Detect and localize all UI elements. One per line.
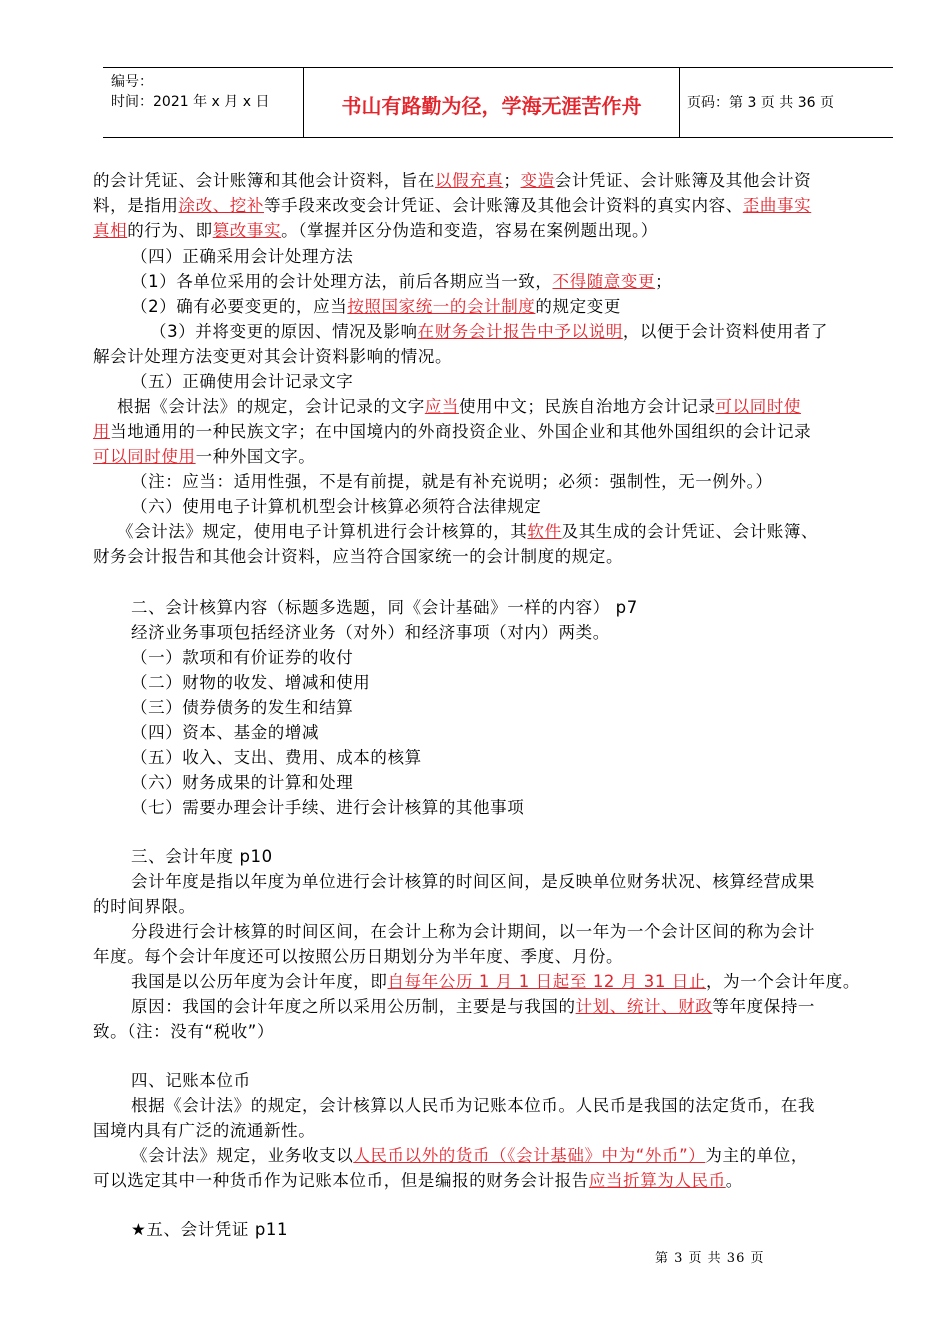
- text-line: [150, 320, 828, 344]
- text-line: [93, 420, 811, 444]
- text-line: [131, 245, 353, 269]
- body-text: 一种外国文字。: [195, 447, 316, 466]
- emphasis-text: 以假充真: [435, 171, 504, 190]
- body-text: 的规定变更: [535, 297, 621, 316]
- emphasis-text: 篡改事实: [212, 221, 282, 240]
- body-text: ；: [503, 171, 521, 190]
- body-text: 的会计凭证、会计账簿和其他会计资料，旨在: [93, 171, 435, 190]
- body-text: 《会计法》规定，使用电子计算机进行会计核算的，其: [117, 522, 528, 541]
- text-line: [131, 970, 860, 994]
- body-text: 财务会计报告和其他会计资料，应当符合国家统一的会计制度的规定。: [93, 547, 624, 566]
- header-motto: 书山有路勤为径，学海无涯苦作舟: [341, 94, 642, 118]
- emphasis-text: 用: [93, 422, 111, 441]
- body-text: 经济业务事项包括经济业务（对外）和经济事项（对内）两类。: [131, 623, 610, 642]
- body-text: （四）资本、基金的增减: [131, 723, 320, 742]
- number-label: 编号：: [111, 74, 153, 90]
- text-line: [131, 495, 541, 519]
- body-text: 国境内具有广泛的流通新性。: [93, 1121, 316, 1140]
- text-line: [131, 845, 273, 869]
- body-text: （三）债券债务的发生和结算: [131, 698, 354, 717]
- body-text: 的时间界限。: [93, 897, 196, 916]
- text-line: [131, 596, 638, 620]
- text-line: [131, 1144, 808, 1168]
- text-line: [131, 746, 422, 770]
- text-line: [131, 870, 815, 894]
- emphasis-text: 可以同时使: [715, 397, 802, 416]
- text-line: [93, 169, 811, 193]
- body-text: （四）正确采用会计处理方法: [131, 247, 354, 266]
- text-line: [131, 270, 672, 294]
- body-text: 致。（注：没有“税收”）: [93, 1022, 275, 1041]
- body-text: 三、会计年度 p10: [131, 847, 273, 866]
- emphasis-text: 软件: [527, 522, 562, 541]
- body-text: 料，是指用: [93, 196, 179, 215]
- body-text: （七）需要办理会计手续、进行会计核算的其他事项: [131, 798, 525, 817]
- body-text: ；: [655, 272, 673, 291]
- body-text: （1）各单位采用的会计处理方法，前后各期应当一致，: [131, 272, 553, 291]
- text-line: [131, 995, 815, 1019]
- body-text: ，为一个会计年度。: [706, 972, 860, 991]
- body-text: 年度。每个会计年度还可以按照公历日期划分为半年度、季度、月份。: [93, 947, 624, 966]
- time-label: 时间：2021 年 x 月 x 日: [111, 94, 270, 110]
- body-text: 《会计法》规定，业务收支以: [131, 1146, 354, 1165]
- body-text: 会计凭证、会计账簿及其他会计资: [554, 171, 812, 190]
- emphasis-text: 变造: [520, 171, 555, 190]
- emphasis-text: 可以同时使用: [93, 447, 196, 466]
- body-text: 我国是以公历年度为会计年度，即: [131, 972, 388, 991]
- text-line: [131, 1094, 815, 1118]
- emphasis-text: 真相: [93, 221, 128, 240]
- text-line: [131, 920, 815, 944]
- body-text: 使用中文；民族自治地方会计记录: [459, 397, 716, 416]
- body-text: （六）财务成果的计算和处理: [131, 773, 354, 792]
- emphasis-text: 计划、统计、财政: [575, 997, 713, 1016]
- body-text: （五）收入、支出、费用、成本的核算: [131, 748, 422, 767]
- emphasis-text: 歪曲事实: [742, 196, 812, 215]
- body-text: 根据《会计法》的规定，会计核算以人民币为记账本位币。人民币是我国的法定货币，在我: [131, 1096, 815, 1115]
- body-text: 原因：我国的会计年度之所以采用公历制，主要是与我国的: [131, 997, 576, 1016]
- body-text: ★五、会计凭证 p11: [131, 1220, 289, 1239]
- text-line: [131, 646, 353, 670]
- body-text: （3）并将变更的原因、情况及影响: [150, 322, 418, 341]
- emphasis-text: 应当: [424, 397, 460, 416]
- text-line: [131, 796, 524, 820]
- body-text: 等手段来改变会计凭证、会计账簿及其他会计资料的真实内容、: [264, 196, 743, 215]
- header-meta: [111, 72, 269, 112]
- text-line: [131, 295, 621, 319]
- page-footer: 第 3 页 共 36 页: [655, 1251, 765, 1266]
- body-text: 为主的单位，: [705, 1146, 808, 1165]
- text-line: [131, 1218, 288, 1242]
- text-line: [131, 721, 319, 745]
- text-line: [93, 895, 196, 919]
- text-line: [131, 470, 773, 494]
- body-text: （2）确有必要变更的，应当: [131, 297, 348, 316]
- text-line: [131, 771, 353, 795]
- text-line: [93, 1119, 315, 1143]
- body-text: 及其生成的会计凭证、会计账簿、: [561, 522, 819, 541]
- text-line: [131, 696, 353, 720]
- body-text: （二）财物的收发、增减和使用: [131, 673, 371, 692]
- text-line: [117, 395, 801, 419]
- text-line: [131, 370, 353, 394]
- body-text: 可以选定其中一种货币作为记账本位币，但是编报的财务会计报告: [93, 1171, 589, 1190]
- body-text: 分段进行会计核算的时间区间，在会计上称为会计期间，以一年为一个会计区间的称为会计: [131, 922, 815, 941]
- header-divider: [679, 68, 680, 137]
- text-line: [93, 1169, 743, 1193]
- text-line: [131, 621, 610, 645]
- body-text: 。（掌握并区分伪造和变造，容易在案例题出现。）: [281, 221, 658, 240]
- text-line: [93, 219, 658, 243]
- text-line: [93, 445, 315, 469]
- text-line: [93, 345, 452, 369]
- body-text: 。: [725, 1171, 743, 1190]
- emphasis-text: 应当折算为人民币: [588, 1171, 726, 1190]
- text-line: [131, 1069, 251, 1093]
- body-text: 解会计处理方法变更对其会计资料影响的情况。: [93, 347, 453, 366]
- emphasis-text: 按照国家统一的会计制度: [347, 297, 536, 316]
- body-text: ，以便于会计资料使用者了: [622, 322, 829, 341]
- body-text: 的行为、即: [127, 221, 213, 240]
- header-page-info: 页码：第 3 页 共 36 页: [687, 95, 834, 111]
- header-table: [103, 67, 893, 138]
- emphasis-text: 自每年公历 1 月 1 日起至 12 月 31 日止: [387, 972, 707, 991]
- body-text: 当地通用的一种民族文字；在中国境内的外商投资企业、外国企业和其他外国组织的会计记录: [110, 422, 812, 441]
- text-line: [117, 520, 818, 544]
- text-line: [93, 945, 623, 969]
- body-text: 四、记账本位币: [131, 1071, 251, 1090]
- body-text: 二、会计核算内容（标题多选题，同《会计基础》一样的内容） p7: [131, 598, 638, 617]
- body-text: 根据《会计法》的规定，会计记录的文字: [117, 397, 425, 416]
- body-text: （注：应当：适用性强，不是有前提，就是有补充说明；必须：强制性，无一例外。）: [131, 472, 773, 491]
- body-text: （五）正确使用会计记录文字: [131, 372, 354, 391]
- text-line: [93, 194, 811, 218]
- body-text: （六）使用电子计算机机型会计核算必须符合法律规定: [131, 497, 542, 516]
- body-text: （一）款项和有价证券的收付: [131, 648, 354, 667]
- emphasis-text: 人民币以外的货币（《会计基础》中为“外币”）: [353, 1146, 706, 1165]
- text-line: [131, 671, 370, 695]
- text-line: [93, 545, 623, 569]
- text-line: [93, 1020, 274, 1044]
- body-text: 会计年度是指以年度为单位进行会计核算的时间区间，是反映单位财务状况、核算经营成果: [131, 872, 815, 891]
- emphasis-text: 在财务会计报告中予以说明: [417, 322, 623, 341]
- body-text: 等年度保持一: [712, 997, 816, 1016]
- emphasis-text: 涂改、挖补: [178, 196, 264, 215]
- emphasis-text: 不得随意变更: [552, 272, 656, 291]
